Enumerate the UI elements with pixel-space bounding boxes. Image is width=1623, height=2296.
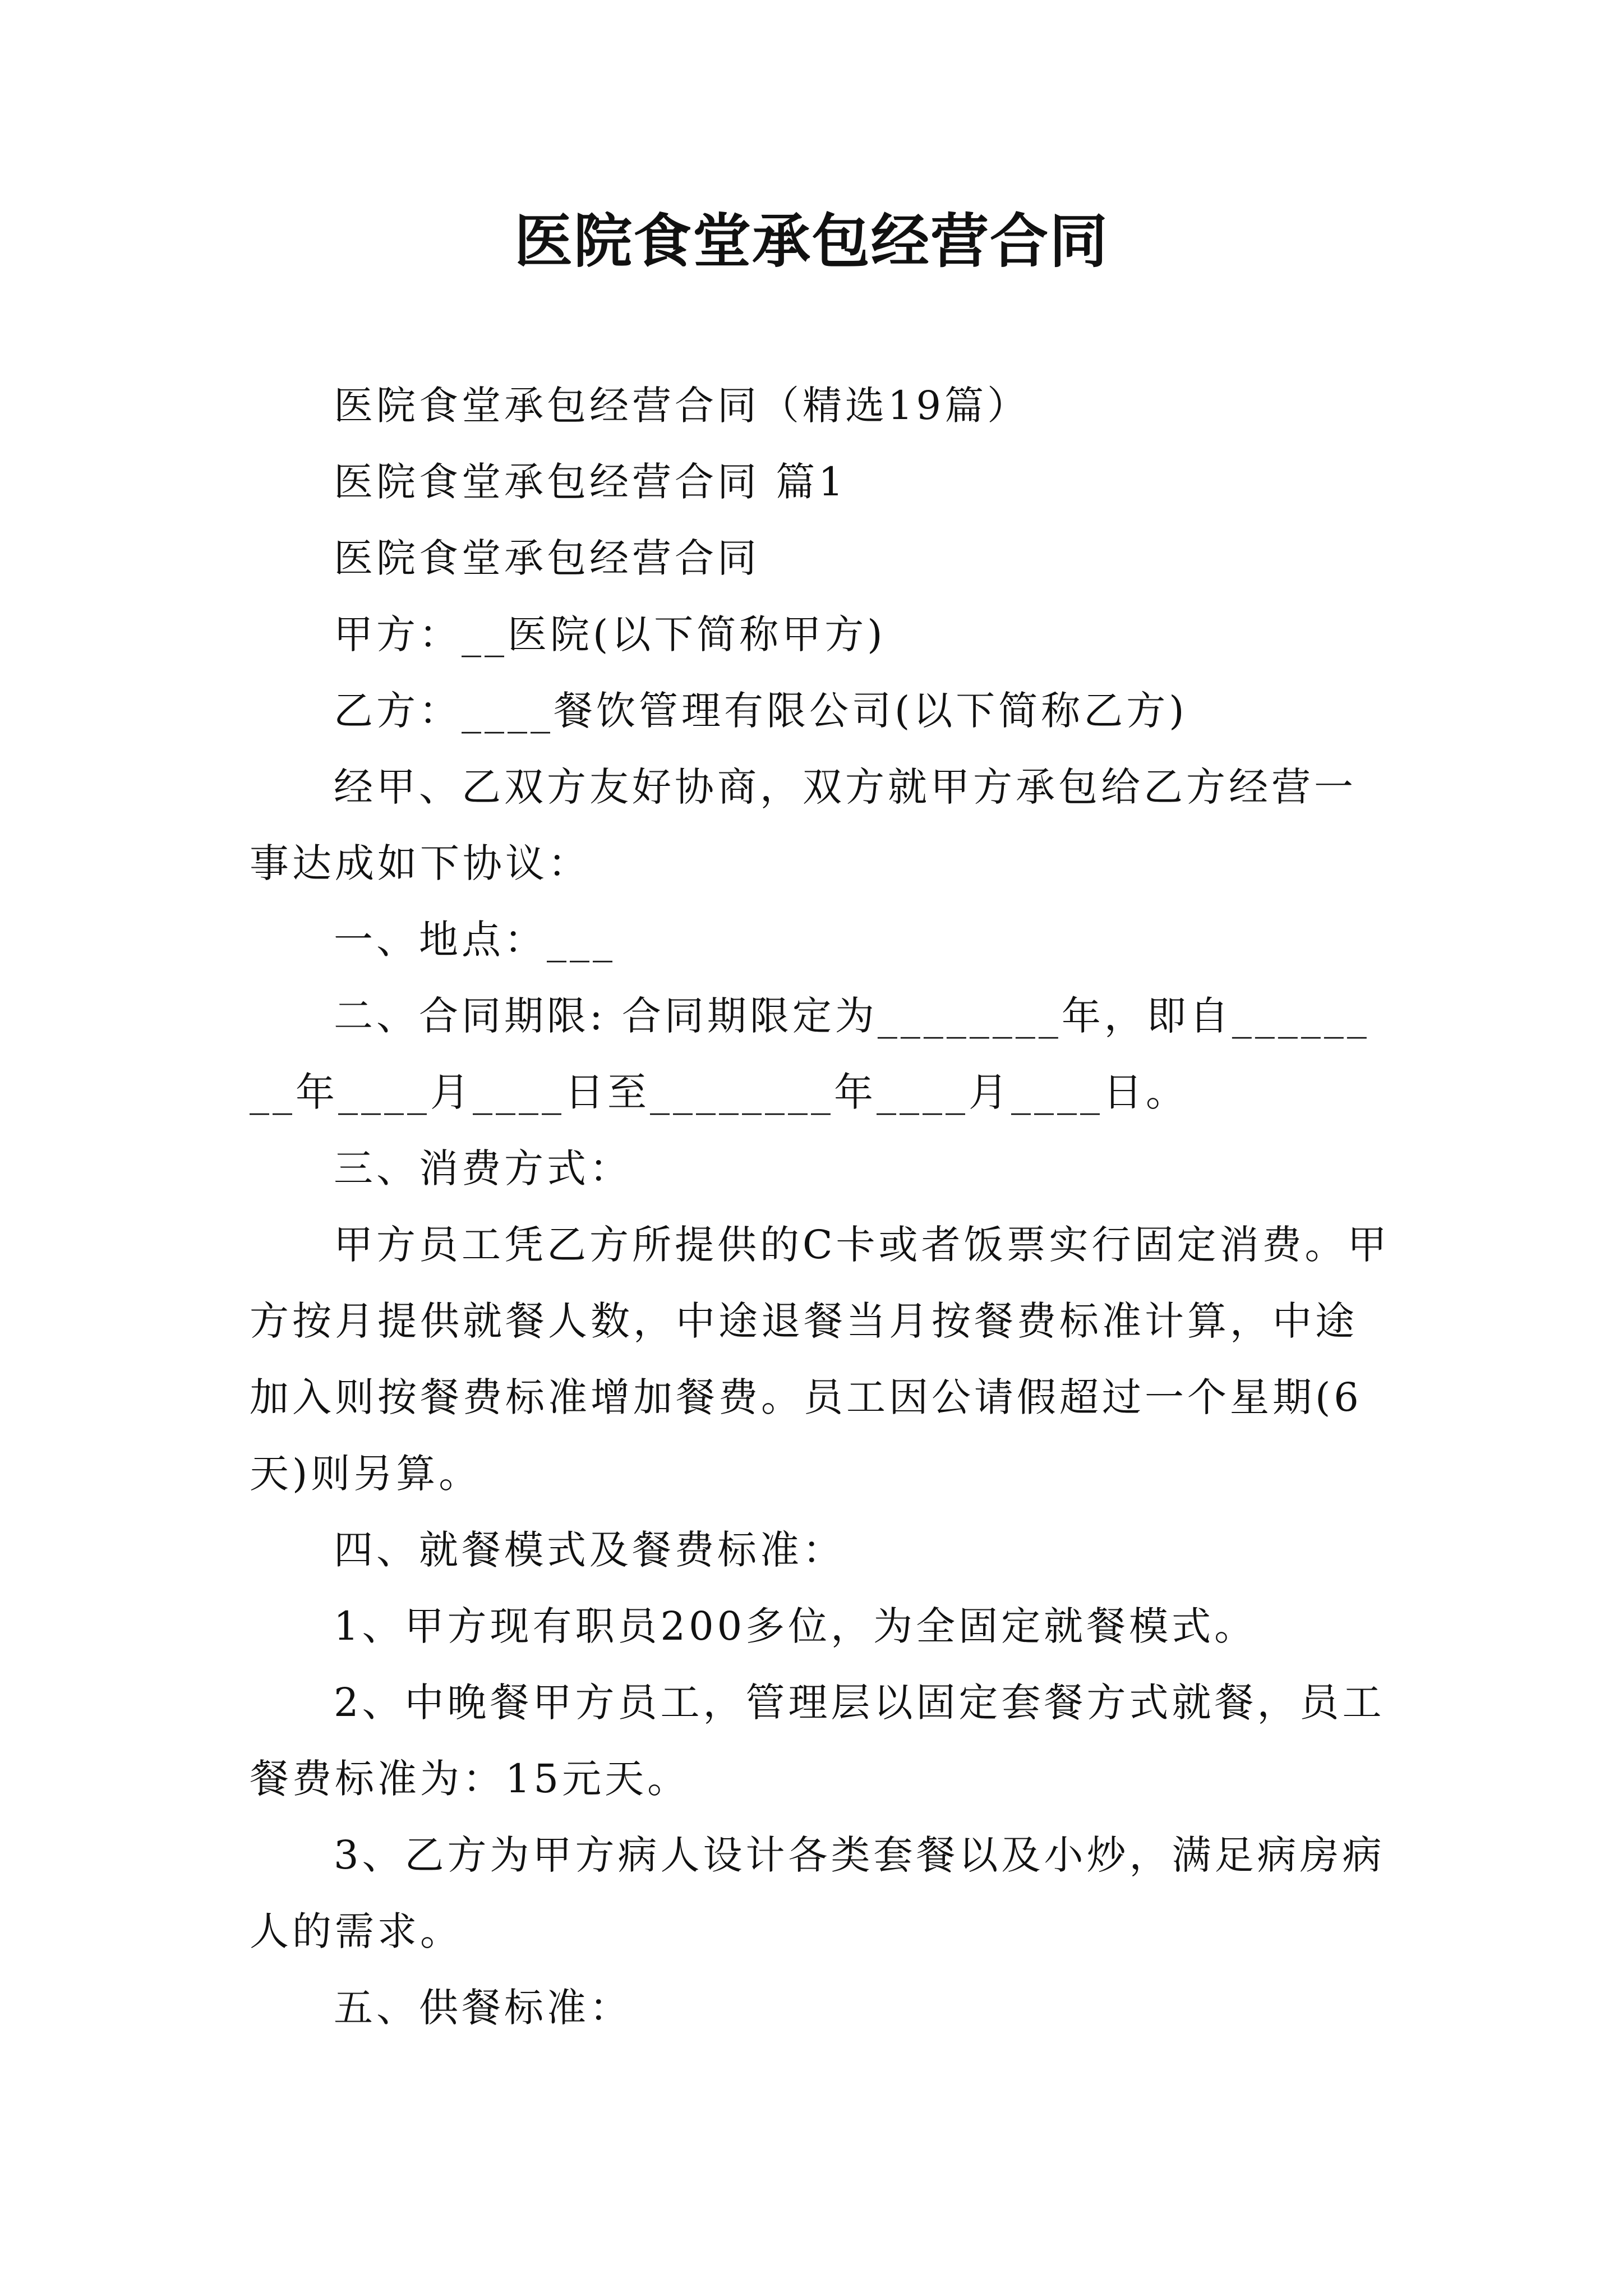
paragraph-party-a: 甲方：__医院(以下简称甲方) bbox=[334, 611, 886, 657]
paragraph-contract-name: 医院食堂承包经营合同 bbox=[334, 535, 760, 581]
paragraph-consumption-detail: 甲方员工凭乙方所提供的C卡或者饭票实行固定消费。甲方按月提供就餐人数，中途退餐当月按餐费标准计算，中途加入则按餐费标准增加餐费。员工因公请假超过一个星期(6天)则另算。 bbox=[250, 1222, 1390, 1497]
document-title: 医院食堂承包经营合同 bbox=[514, 206, 1109, 275]
paragraph-dining-item-3: 3、乙方为甲方病人设计各类套餐以及小炒，满足病房病人的需求。 bbox=[250, 1832, 1385, 1954]
paragraph-term: 二、合同期限: 合同期限定为________年，即自________年____月____日至________年____月____日。 bbox=[250, 993, 1370, 1115]
paragraph-party-b: 乙方：____餐饮管理有限公司(以下简称乙方) bbox=[334, 688, 1188, 734]
paragraph-dining-heading: 四、就餐模式及餐费标准： bbox=[334, 1527, 845, 1573]
paragraph-intro: 经甲、乙双方友好协商，双方就甲方承包给乙方经营一事达成如下协议： bbox=[250, 764, 1357, 886]
paragraph-supply-heading: 五、供餐标准： bbox=[334, 1985, 632, 2031]
paragraph-dining-item-1: 1、甲方现有职员200多位，为全固定就餐模式。 bbox=[334, 1603, 1257, 1649]
paragraph-consumption-heading: 三、消费方式： bbox=[334, 1145, 632, 1191]
paragraph-subtitle: 医院食堂承包经营合同（精选19篇） bbox=[334, 383, 1030, 429]
paragraph-dining-item-2: 2、中晚餐甲方员工，管理层以固定套餐方式就餐，员工餐费标准为：15元天。 bbox=[250, 1680, 1385, 1802]
document-body bbox=[250, 367, 1391, 2046]
paragraph-location: 一、地点：___ bbox=[334, 917, 616, 963]
paragraph-section-heading: 医院食堂承包经营合同 篇1 bbox=[334, 459, 847, 505]
